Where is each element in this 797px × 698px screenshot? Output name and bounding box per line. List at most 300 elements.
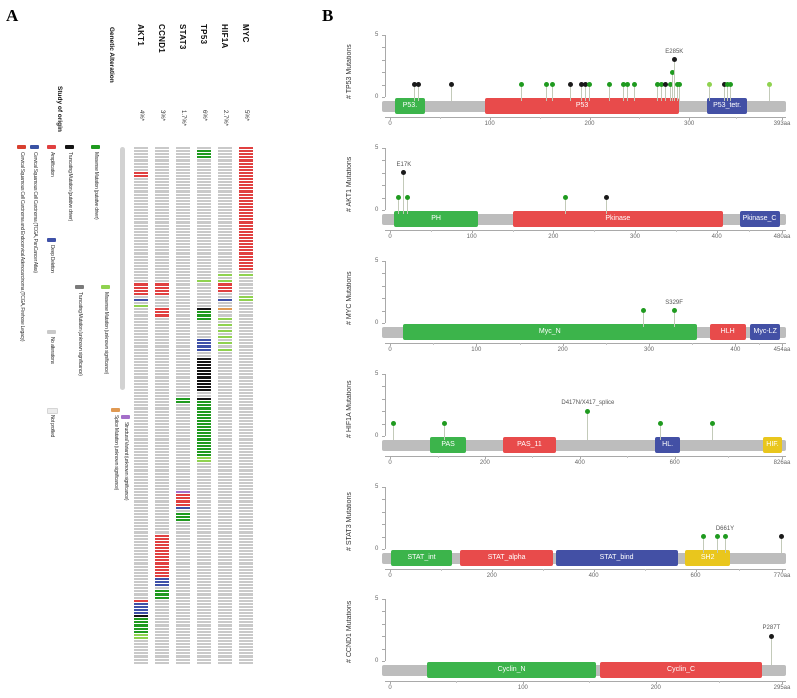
oncoprint-cell [218,519,232,521]
oncoprint-cell [134,293,148,295]
oncoprint-cell [239,414,253,416]
x-axis-tick-label: 300 [629,234,640,240]
oncoprint-cell [134,231,148,233]
lollipop-stem [570,87,571,101]
oncoprint-cell [134,240,148,242]
oncoprint-cell [239,308,253,310]
oncoprint-cell [218,166,232,168]
oncoprint-cell [134,318,148,320]
y-axis-tick [382,411,385,412]
oncoprint-cell [197,339,211,341]
oncoprint-cell [155,448,169,450]
oncoprint-cell [155,513,169,515]
oncoprint-cell [218,209,232,211]
oncoprint-cell [176,469,190,471]
oncoprint-cell [218,442,232,444]
y-axis-tick [382,72,385,73]
oncoprint-cell [176,466,190,468]
y-axis-label-hif1a: # HIF1A Mutations [346,380,353,438]
oncoprint-cell [155,544,169,546]
legend-swatch-missense [91,145,100,149]
oncoprint-cell [239,590,253,592]
oncoprint-cell [134,299,148,301]
oncoprint-cell [155,566,169,568]
x-axis-tick [485,456,486,459]
oncoprint-cell [218,314,232,316]
oncoprint-cell [176,624,190,626]
oncoprint-cell [134,624,148,626]
oncoprint-cell [155,451,169,453]
oncoprint-cell [155,414,169,416]
x-axis-minor-tick [431,230,432,232]
oncoprint-cell [134,166,148,168]
x-axis-tick-label: 200 [486,573,497,579]
oncoprint-cell [197,516,211,518]
x-axis-tick [689,117,690,120]
oncoprint-cell [155,562,169,564]
x-axis-tick-label: 300 [643,347,654,353]
oncoprint-cell [176,429,190,431]
oncoprint-cell [239,655,253,657]
oncoprint-cell [176,159,190,161]
oncoprint-cell [176,550,190,552]
oncoprint-cell [218,249,232,251]
x-axis-tick-label: 400 [730,347,741,353]
mutation-annotation-s329f: S329F [665,299,683,306]
oncoprint-cell [239,466,253,468]
oncoprint-cell [155,175,169,177]
oncoprint-cell [197,479,211,481]
lollipop-stem [730,87,731,101]
oncoprint-cell [176,352,190,354]
oncoprint-cell [239,184,253,186]
oncoprint-cell [155,479,169,481]
oncoprint-cell [239,352,253,354]
y-axis-tick [382,60,385,61]
x-axis-minor-tick [692,343,693,345]
oncoprint-cell [155,569,169,571]
oncoprint-cell [218,578,232,580]
oncoprint-cell [134,432,148,434]
oncoprint-cell [155,435,169,437]
oncoprint-cell [218,361,232,363]
oncoprint-cell [176,283,190,285]
mutation-lollipop-dot [607,82,612,87]
y-axis-tick [382,261,385,262]
oncoprint-cell [155,659,169,661]
x-axis-minor-tick [543,569,544,571]
oncoprint-cell [176,287,190,289]
lollipop-stem [771,638,772,665]
x-axis-tick-label: 600 [669,460,680,466]
oncoprint-cell [176,395,190,397]
oncoprint-cell [218,318,232,320]
oncoprint-cell [155,559,169,561]
oncoprint-cell [176,299,190,301]
oncoprint-cell [197,265,211,267]
oncoprint-cell [134,522,148,524]
oncoprint-cell [197,370,211,372]
oncoprint-cell [155,463,169,465]
oncoprint-cell [176,528,190,530]
oncoprint-scrollbar[interactable] [120,147,125,390]
oncoprint-cell [197,569,211,571]
oncoprint-cell [134,442,148,444]
legend-label: Truncating Mutation (unknown significance) [77,292,83,376]
oncoprint-cell [134,500,148,502]
oncoprint-cell [218,482,232,484]
oncoprint-cell [155,268,169,270]
oncoprint-cell [155,358,169,360]
oncoprint-cell [134,454,148,456]
gene-percent-stat3: 1.7%* [180,110,186,127]
oncoprint-cell [239,361,253,363]
oncoprint-cell [218,556,232,558]
oncoprint-cell [218,435,232,437]
oncoprint-cell [218,609,232,611]
oncoprint-cell [197,203,211,205]
oncoprint-cell [197,541,211,543]
oncoprint-cell [239,163,253,165]
oncoprint-cell [134,243,148,245]
oncoprint-cell [134,578,148,580]
oncoprint-cell [239,562,253,564]
domain-sh2: SH2 [685,550,730,566]
oncoprint-cell [218,500,232,502]
legend-label: Splice Mutation (unknown significance) [113,415,119,491]
oncoprint-cell [239,277,253,279]
oncoprint-cell [197,256,211,258]
x-axis-tick-label: 400 [574,460,585,466]
oncoprint-cell [218,178,232,180]
oncoprint-cell [134,308,148,310]
oncoprint-cell [155,293,169,295]
oncoprint-cell [134,553,148,555]
oncoprint-cell [134,280,148,282]
oncoprint-cell [155,172,169,174]
x-axis-tick [476,343,477,346]
oncoprint-cell [134,609,148,611]
y-axis-tick [382,524,385,525]
oncoprint-cell [176,200,190,202]
oncoprint-cell [134,218,148,220]
oncoprint-cell [197,209,211,211]
oncoprint-cell [176,234,190,236]
oncoprint-cell [197,587,211,589]
oncoprint-cell [197,302,211,304]
oncoprint-cell [239,265,253,267]
oncoprint-cell [218,448,232,450]
oncoprint-cell [218,606,232,608]
oncoprint-cell [197,187,211,189]
y-axis-tick [382,374,385,375]
gene-percent-hif1a: 2.7%* [222,110,228,127]
oncoprint-cell [197,271,211,273]
y-axis-tick-label: 5 [375,484,379,490]
oncoprint-cell [197,581,211,583]
oncoprint-cell [176,566,190,568]
lollipop-stem [660,426,661,440]
oncoprint-cell [239,370,253,372]
mutation-lollipop-dot [632,82,637,87]
oncoprint-cell [197,466,211,468]
x-axis-tick [390,681,391,684]
x-axis [385,456,786,457]
oncoprint-cell [176,376,190,378]
lollipop-stem [703,539,704,553]
oncoprint-cell [176,494,190,496]
x-axis-tick [594,569,595,572]
oncoprint-cell [239,355,253,357]
oncoprint-cell [218,299,232,301]
oncoprint-cell [176,535,190,537]
x-axis-tick [580,456,581,459]
oncoprint-cell [218,569,232,571]
domain-pkinase: Pkinase [513,211,724,227]
x-axis-tick [782,343,783,346]
oncoprint-cell [176,600,190,602]
oncoprint-cell [218,628,232,630]
oncoprint-cell [197,324,211,326]
oncoprint-cell [239,373,253,375]
x-axis-minor-tick [520,343,521,345]
oncoprint-cell [155,429,169,431]
oncoprint-cell [218,559,232,561]
oncoprint-column-hif1a [218,147,232,667]
panel-b-label: B [322,6,334,25]
oncoprint-cell [155,606,169,608]
oncoprint-cell [239,621,253,623]
oncoprint-cell [176,367,190,369]
oncoprint-cell [239,423,253,425]
oncoprint-cell [134,600,148,602]
oncoprint-cell [134,646,148,648]
oncoprint-cell [218,277,232,279]
oncoprint-cell [197,386,211,388]
oncoprint-cell [197,504,211,506]
domain-pkinase-c: Pkinase_C [740,211,780,227]
x-axis-minor-tick [441,569,442,571]
oncoprint-cell [197,559,211,561]
x-axis-tick-label: 100 [517,685,528,691]
oncoprint-cell [197,432,211,434]
oncoprint-cell [176,640,190,642]
oncoprint-cell [218,600,232,602]
oncoprint-cell [155,187,169,189]
oncoprint-cell [239,234,253,236]
oncoprint-cell [134,271,148,273]
y-axis-tick [382,512,385,513]
oncoprint-cell [218,593,232,595]
oncoprint-cell [197,553,211,555]
oncoprint-cell [134,336,148,338]
domain-hlh: HLH [710,324,746,340]
oncoprint-cell [155,262,169,264]
oncoprint-cell [155,299,169,301]
oncoprint-cell [134,566,148,568]
oncoprint-cell [239,321,253,323]
oncoprint-cell [134,361,148,363]
oncoprint-cell [218,587,232,589]
oncoprint-cell [197,420,211,422]
oncoprint-cell [239,383,253,385]
oncoprint-cell [239,181,253,183]
oncoprint-cell [134,302,148,304]
oncoprint-cell [239,547,253,549]
oncoprint-cell [218,386,232,388]
oncoprint-cell [197,454,211,456]
x-axis-tick [523,681,524,684]
oncoprint-cell [155,296,169,298]
lollipop-stem [609,87,610,101]
mutation-lollipop-dot [396,195,401,200]
oncoprint-cell [134,528,148,530]
x-axis-minor-tick [513,230,514,232]
oncoprint-cell [239,380,253,382]
x-axis-tick-label: 100 [484,121,495,127]
oncoprint-cell [134,342,148,344]
oncoprint-cell [176,473,190,475]
oncoprint-cell [134,355,148,357]
oncoprint-cell [176,237,190,239]
oncoprint-cell [239,228,253,230]
oncoprint-cell [176,147,190,149]
oncoprint-cell [155,256,169,258]
lollipop-stem [717,539,718,553]
x-axis [385,343,786,344]
y-axis-tick [382,624,385,625]
oncoprint-cell [134,268,148,270]
oncoprint-cell [218,383,232,385]
oncoprint-cell [155,166,169,168]
x-axis-tick-label: 0 [388,460,392,466]
oncoprint-cell [218,203,232,205]
oncoprint-cell [218,293,232,295]
oncoprint-cell [239,215,253,217]
oncoprint-cell [239,243,253,245]
oncoprint-cell [176,206,190,208]
oncoprint-cell [176,249,190,251]
oncoprint-cell [134,525,148,527]
oncoprint-cell [239,522,253,524]
oncoprint-cell [197,624,211,626]
oncoprint-cell [239,482,253,484]
x-axis-tick-label: 200 [584,121,595,127]
oncoprint-cell [155,522,169,524]
oncoprint-cell [176,175,190,177]
oncoprint-cell [218,590,232,592]
oncoprint-cell [155,417,169,419]
oncoprint-cell [197,321,211,323]
x-axis-tick [390,343,391,346]
oncoprint-cell [218,200,232,202]
oncoprint-cell [155,333,169,335]
oncoprint-cell [239,302,253,304]
oncoprint-cell [155,156,169,158]
oncoprint-cell [176,308,190,310]
x-axis-minor-tick [639,117,640,119]
oncoprint-cell [218,256,232,258]
oncoprint-cell [176,578,190,580]
oncoprint-cell [197,572,211,574]
oncoprint-cell [134,206,148,208]
x-axis-tick [390,569,391,572]
oncoprint-cell [239,401,253,403]
genetic-alteration-header: Genetic Alteration [108,27,115,83]
oncoprint-cell [176,547,190,549]
oncoprint-cell [197,212,211,214]
oncoprint-cell [239,392,253,394]
oncoprint-cell [134,181,148,183]
oncoprint-cell [218,643,232,645]
oncoprint-cell [155,200,169,202]
oncoprint-cell [155,404,169,406]
oncoprint-cell [176,575,190,577]
oncoprint-cell [197,401,211,403]
oncoprint-cell [239,339,253,341]
lollipop-stem [581,87,582,101]
oncoprint-cell [155,597,169,599]
oncoprint-cell [155,504,169,506]
oncoprint-cell [134,448,148,450]
oncoprint-cell [239,442,253,444]
oncoprint-cell [155,215,169,217]
oncoprint-cell [134,544,148,546]
oncoprint-cell [218,597,232,599]
oncoprint-cell [176,215,190,217]
oncoprint-cell [218,525,232,527]
oncoprint-cell [239,566,253,568]
oncoprint-cell [176,649,190,651]
oncoprint-cell [197,333,211,335]
oncoprint-cell [176,383,190,385]
oncoprint-cell [134,345,148,347]
oncoprint-column-ccnd1 [155,147,169,667]
oncoprint-cell [155,305,169,307]
lollipop-stem [709,87,710,101]
x-axis-tick-label: 295aa [773,685,791,691]
y-axis-tick [382,210,385,211]
oncoprint-cell [155,423,169,425]
oncoprint-cell [176,423,190,425]
oncoprint-cell [197,274,211,276]
oncoprint-cell [197,411,211,413]
oncoprint-cell [197,615,211,617]
x-axis-tick [563,343,564,346]
oncoprint-cell [239,256,253,258]
oncoprint-cell [239,153,253,155]
oncoprint-cell [218,271,232,273]
oncoprint-cell [197,556,211,558]
oncoprint-cell [155,454,169,456]
oncoprint-cell [176,597,190,599]
oncoprint-cell [218,407,232,409]
oncoprint-cell [218,621,232,623]
oncoprint-cell [239,556,253,558]
oncoprint-cell [218,612,232,614]
oncoprint-cell [155,581,169,583]
y-axis [385,35,386,97]
oncoprint-cell [134,398,148,400]
y-axis-tick [382,661,385,662]
oncoprint-cell [239,553,253,555]
y-axis-label-tp53: # TP53 Mutations [346,44,353,99]
oncoprint-cell [218,538,232,540]
oncoprint-cell [134,507,148,509]
oncoprint-cell [155,231,169,233]
oncoprint-cell [218,147,232,149]
oncoprint-cell [176,572,190,574]
